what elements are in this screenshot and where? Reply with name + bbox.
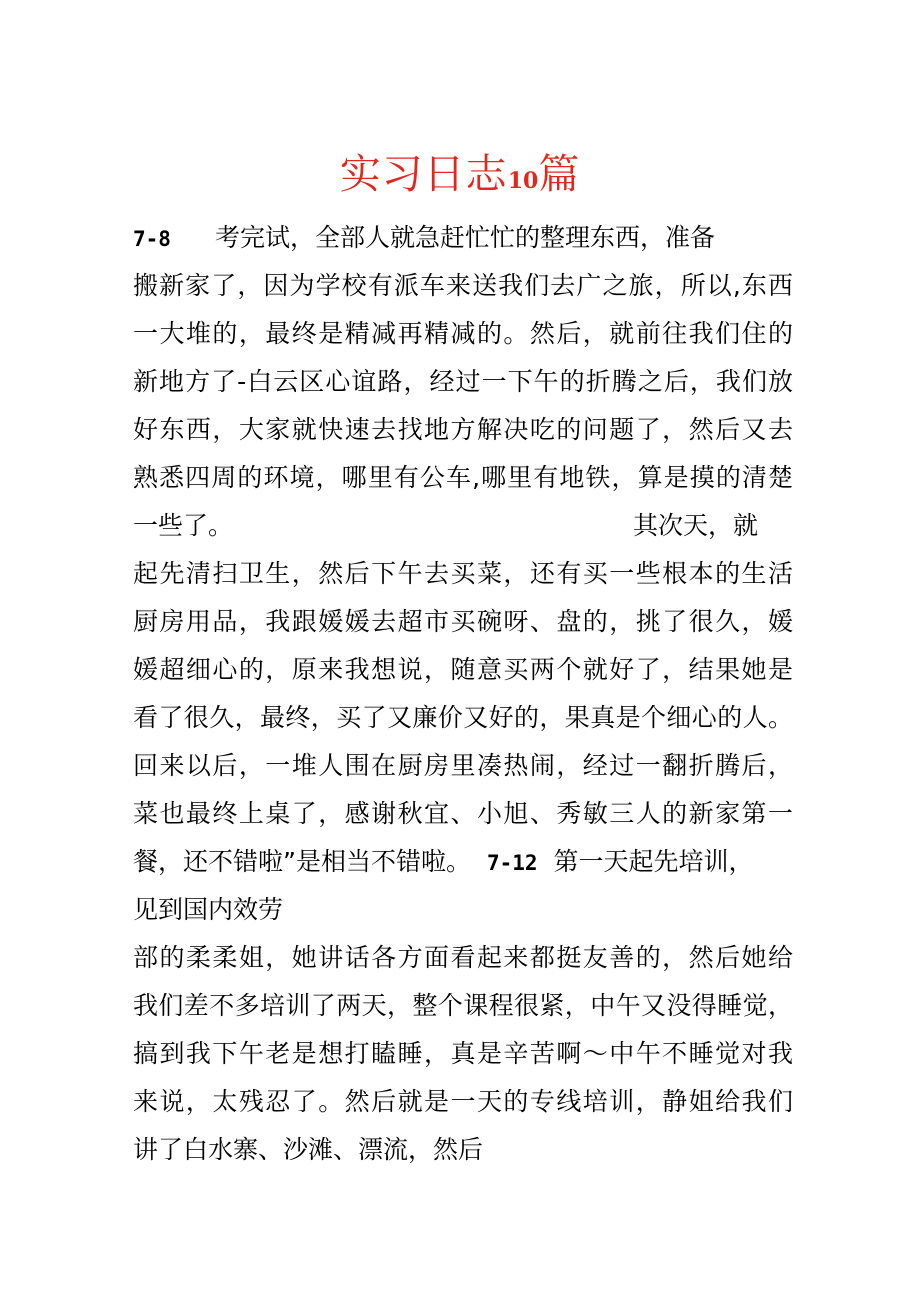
- entry-date: 7-12: [486, 851, 538, 875]
- title-suffix: 篇: [538, 150, 581, 198]
- body-line: 菜也最终上桌了，感谢秋宜、小旭、秀敏三人的新家第一: [133, 799, 793, 828]
- line-text: 餐，还不错啦”是相当不错啦。: [133, 847, 471, 876]
- body-line: 我们差不多培训了两天，整个课程很紧，中午又没得睡觉，: [133, 991, 793, 1020]
- body-line: 媛超细心的，原来我想说，随意买两个就好了，结果她是: [133, 655, 793, 684]
- line-text: 一些了。: [133, 511, 234, 540]
- title-number: 10: [507, 168, 539, 194]
- body-line: 部的柔柔姐，她讲话各方面看起来都挺友善的，然后她给: [133, 943, 793, 972]
- document-title: [0, 146, 920, 209]
- body-line: 一大堆的，最终是精减再精减的。然后，就前往我们住的: [133, 319, 793, 348]
- body-line: [133, 504, 793, 548]
- body-line: 熟悉四周的环境，哪里有公车,哪里有地铁，算是摸的清楚: [133, 463, 793, 492]
- body-line: 见到国内效劳: [133, 895, 284, 924]
- body-line: 搬新家了，因为学校有派车来送我们去广之旅，所以,东西: [133, 271, 793, 300]
- title-prefix: 实习日志: [339, 150, 508, 198]
- body-line: [133, 840, 793, 884]
- body-line: 看了很久，最终，买了又廉价又好的，果真是个细心的人。: [133, 703, 793, 732]
- line-text-b: 其次天，就: [633, 511, 759, 540]
- body-line: 起先清扫卫生，然后下午去买菜，还有买一些根本的生活: [133, 559, 793, 588]
- body-line: 来说，太残忍了。然后就是一天的专线培训，静姐给我们: [133, 1087, 793, 1116]
- body-line: [133, 216, 793, 260]
- body-line: 回来以后，一堆人围在厨房里凑热闹，经过一翻折腾后，: [133, 751, 793, 780]
- line-text: 考完试，全部人就急赶忙忙的整理东西，准备: [214, 223, 715, 252]
- body-line: 新地方了-白云区心谊路，经过一下午的折腾之后，我们放: [133, 367, 793, 396]
- body-line: 厨房用品，我跟媛媛去超市买碗呀、盘的，挑了很久，媛: [133, 607, 793, 636]
- body-line: 好东西，大家就快速去找地方解决吃的问题了，然后又去: [133, 415, 793, 444]
- body-line: 讲了白水寨、沙滩、漂流，然后: [133, 1135, 484, 1164]
- line-text-b: 第一天起先培训，: [553, 847, 754, 876]
- entry-date: 7-8: [133, 227, 171, 251]
- body-line: 搞到我下午老是想打瞌睡，真是辛苦啊～中午不睡觉对我: [133, 1039, 793, 1068]
